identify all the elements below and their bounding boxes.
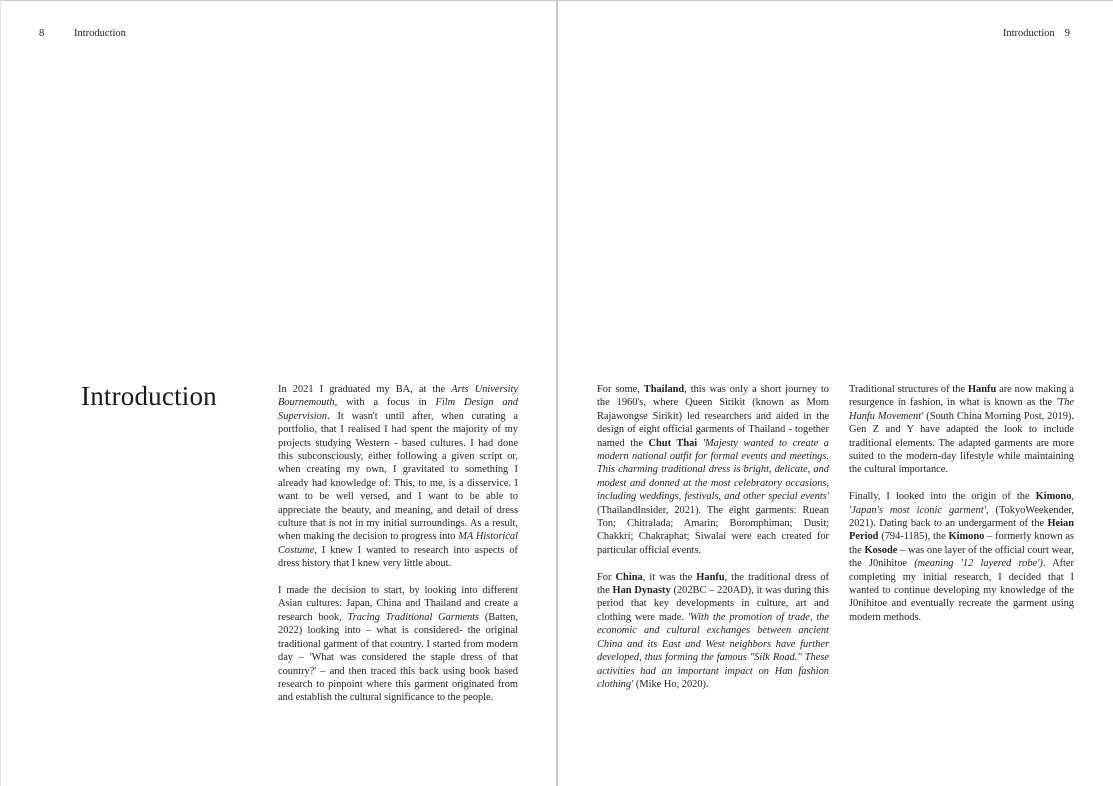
right-body-column-2 [849,383,1074,638]
text-run: (ThailandInsider, 2021). The eight garments: Ruean Ton; Chitralada; Amarin; Boromphiman; Dusit; Chakkri; Chakraphat; Siwalai were each created for particular official events. [597,504,829,556]
right-page [558,0,1113,786]
bold-text: Chut Thai [648,437,698,449]
italic-text: 'The Hanfu Movement' [849,397,1074,422]
text-run: , with a focus in [334,397,436,409]
text-run: For some, [597,384,644,395]
bold-text: Kimono [948,531,985,543]
bold-text: Kosode [864,544,898,556]
right-running-head [1003,28,1070,39]
right-body-column-1 [597,383,829,705]
text-run: , the traditional dress of the [597,571,829,597]
text-run: (Batten, 2022) looking into – what is considered- the original traditional garment of that country. I started from modern day – 'What was considered the staple dress of that country?' – and then traced this back using book based research to pinpoint where this garment originated from and establish the cultural significance to the people. [278,611,519,704]
page-number: 8 [39,28,45,39]
text-run: Finally, I looked into the origin of the [849,491,1036,503]
text-run: , it was the [642,571,697,583]
bold-text: China [615,571,643,583]
text-run: , this was only a short journey to the 1960's, where Queen Sirikit (known as Mom Rajawongse Sirikit) led researchers and aided in the design of eight official garments of Thailand - together named the [597,384,829,449]
body-paragraph [597,383,829,557]
text-run: Traditional structures of the [849,384,968,395]
italic-text: 'Japan's most iconic garment', [849,504,989,516]
chapter-title: Introduction [81,381,217,411]
bold-text: Hanfu [967,384,997,395]
running-head-title: Introduction [74,28,126,39]
bold-text: Kimono [1035,491,1072,503]
text-run: I made the decision to start, by looking into different Asian cultures: Japan, China and Thailand and create a research book, [278,585,518,623]
text-run: , [1071,491,1074,503]
text-run: . After completing my initial research, I decided that I wanted to continue developing my knowledge of the J0nihitoe and eventually recreate the garment using modern methods. [849,558,1074,623]
text-run: For [597,571,616,583]
italic-text: Tracing Traditional Garments [347,611,480,623]
text-run: (South China Morning Post, 2019). Gen Z and Y have adapted the look to include traditional elements. The adapted garments are more suited to the modern-day lifestyle while maintaining the cultural importance. [849,410,1074,476]
page-number: 9 [1064,28,1070,39]
italic-text: Arts University Bournemouth [278,384,518,409]
text-run: In 2021 I graduated my BA, at the [278,384,452,395]
italic-text: Film Design and Supervision [278,397,519,422]
text-run: . It wasn't until after, when curating a portfolio, that I realised I had spent the majority of my projects studying Western - based cultures. I had done this subconsciously, either following a given script or, when creating my own, I gravitated to something I already had knowledge of. This, to me, is a disservice. I want to be well versed, and I want to be able to appreciate the beauty, and meaning, and detail of dress culture that is not in my initial surroundings. As a result, when making the decision to progress into [278,410,518,543]
text-run: (TokyoWeekender, 2021). Dating back to an undergarment of the [849,504,1074,530]
text-run: (Mike Ho, 2020). [633,678,709,690]
italic-text: (meaning '12 layered robe') [914,558,1043,570]
italic-text: 'Majesty wanted to create a modern national outfit for formal events and meetings. This charming traditional dress is bright, delicate, and modest and donned at the most celebratory occasions, including weddings, festivals, and other special events' [597,437,829,503]
text-run: – was one layer of the official court wear, the J0nihitoe [849,544,1074,570]
text-run: , I knew I wanted to research into aspects of dress history that I knew very little about. [278,544,518,570]
italic-text: MA Historical Costume [278,531,518,556]
bold-text: Hanfu [696,571,725,583]
body-paragraph [278,383,518,571]
running-head-title: Introduction [1002,28,1055,39]
text-run: – formerly known as the [849,531,1074,556]
italic-text: 'With the promotion of trade, the economic and cultural exchanges between ancient China and its East and West neighbors have further developed, thus forming the famous "Silk Road." These activities had an important impact on Han fashion clothing' [597,611,829,690]
text-run: are now making a resurgence in fashion, in what is known as the [849,384,1075,409]
body-paragraph [278,584,518,705]
body-paragraph [849,490,1074,624]
left-running-head [39,28,126,39]
body-paragraph [597,571,829,692]
text-run: (202BC – 220AD), it was during this period that key developments in culture, art and clothing were made. [597,585,830,623]
bold-text: Thailand [643,384,685,395]
body-paragraph [849,383,1074,477]
bold-text: Heian Period [849,518,1074,543]
text-run: (794-1185), the [878,531,949,543]
left-page [1,0,556,786]
left-body-column [278,383,518,718]
bold-text: Han Dynasty [612,585,671,597]
